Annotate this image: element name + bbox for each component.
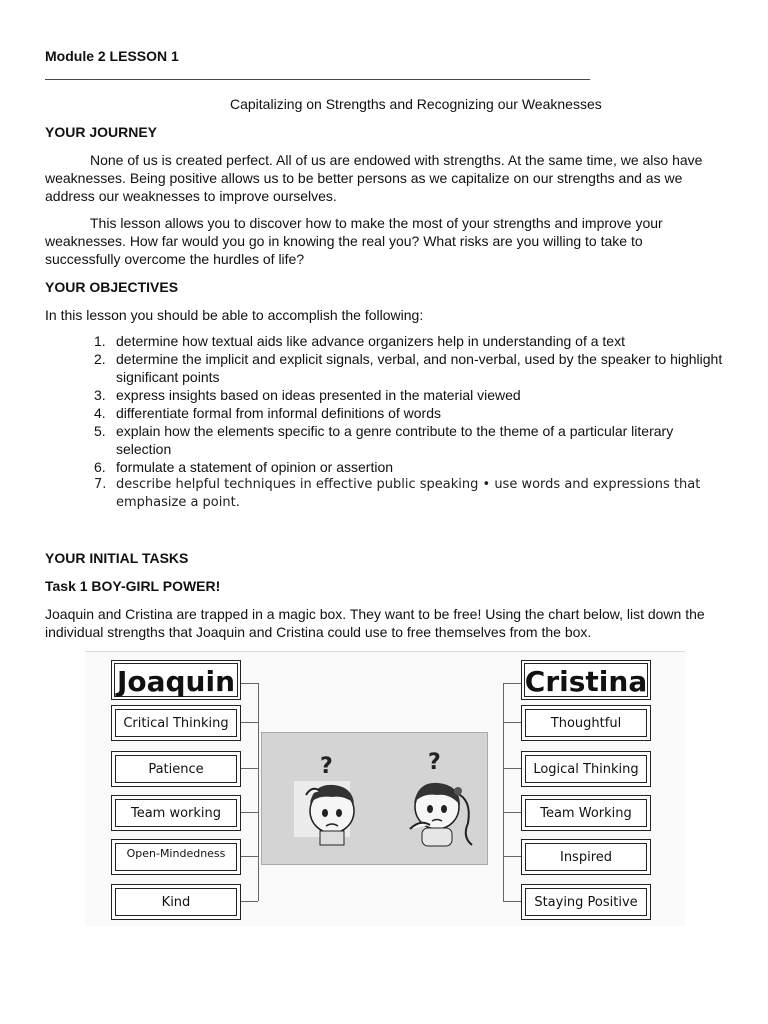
connector-line bbox=[240, 856, 258, 857]
connector-line bbox=[240, 901, 258, 902]
magic-box-illustration bbox=[261, 732, 488, 865]
objectives-intro: In this lesson you should be able to accomplish the following: bbox=[45, 307, 424, 323]
svg-text:?: ? bbox=[428, 750, 441, 775]
objective-item bbox=[85, 386, 725, 404]
connector-line bbox=[240, 768, 258, 769]
objective-text: differentiate formal from informal definitions of words bbox=[116, 405, 441, 421]
connector-line bbox=[503, 812, 521, 813]
joaquin-strength-box bbox=[111, 884, 241, 920]
objective-number: 4. bbox=[94, 405, 106, 421]
joaquin-name-box bbox=[111, 660, 241, 700]
task1-title: Task 1 BOY-GIRL POWER! bbox=[45, 578, 221, 594]
cristina-name-box bbox=[521, 660, 651, 700]
boy-girl-cartoon-icon bbox=[262, 733, 487, 864]
connector-line bbox=[503, 901, 521, 902]
cristina-name: Cristina bbox=[524, 665, 648, 698]
objective-item bbox=[85, 458, 725, 476]
joaquin-strength: Open-Mindedness bbox=[126, 847, 226, 860]
connector-line bbox=[240, 722, 258, 723]
objective-item bbox=[85, 422, 725, 458]
joaquin-strength: Critical Thinking bbox=[123, 716, 229, 731]
connector-line bbox=[503, 683, 521, 684]
joaquin-strength-box bbox=[111, 839, 241, 875]
objective-item bbox=[85, 476, 725, 512]
objective-number: 2. bbox=[94, 351, 106, 367]
cristina-strength: Logical Thinking bbox=[533, 762, 639, 777]
objective-number: 7. bbox=[94, 477, 107, 492]
objective-item bbox=[85, 350, 725, 386]
svg-text:?: ? bbox=[320, 754, 333, 779]
task1-instructions: Joaquin and Cristina are trapped in a magic box. They want to be free! Using the chart below, list down the individual strengths that Joaquin and Cristina could use to free themselves from the box. bbox=[45, 606, 705, 640]
joaquin-strength-box bbox=[111, 795, 241, 831]
connector-line bbox=[240, 812, 258, 813]
cristina-strength-box bbox=[521, 884, 651, 920]
cristina-strength-box bbox=[521, 705, 651, 741]
journey-paragraph-2 bbox=[45, 214, 720, 268]
joaquin-strength: Team working bbox=[130, 806, 222, 821]
objective-text: express insights based on ideas presented in the material viewed bbox=[116, 387, 521, 403]
objective-number: 6. bbox=[94, 459, 106, 475]
objective-number: 3. bbox=[94, 387, 106, 403]
cristina-strength: Thoughtful bbox=[550, 716, 622, 731]
module-title: Module 2 LESSON 1 bbox=[45, 48, 179, 64]
objective-number: 5. bbox=[94, 423, 106, 439]
cristina-strength: Team Working bbox=[540, 806, 632, 821]
title-rule: ______________________________________________________________________ bbox=[45, 64, 591, 80]
objective-text: determine the implicit and explicit signals, verbal, and non-verbal, used by the speaker to highlight significant points bbox=[116, 351, 723, 385]
cristina-strength: Staying Positive bbox=[534, 895, 638, 910]
girl-figure-icon bbox=[410, 783, 472, 846]
cristina-strength-box bbox=[521, 839, 651, 875]
journey-paragraph-1-text: None of us is created perfect. All of us are endowed with strengths. At the same time, we also have weaknesses. Being positive allows us to be better persons as we capitalize on our strengths and as we address our weaknesses to improve ourselves. bbox=[45, 152, 703, 204]
tasks-heading: YOUR INITIAL TASKS bbox=[45, 550, 189, 566]
cristina-strength-box bbox=[521, 751, 651, 787]
cristina-strength: Inspired bbox=[559, 850, 613, 865]
joaquin-strength-box bbox=[111, 705, 241, 741]
connector-line bbox=[503, 856, 521, 857]
objectives-list bbox=[85, 332, 725, 512]
objective-text: explain how the elements specific to a genre contribute to the theme of a particular literary selection bbox=[116, 423, 674, 457]
lesson-subtitle: Capitalizing on Strengths and Recognizing our Weaknesses bbox=[230, 96, 602, 112]
objective-text: describe helpful techniques in effective public speaking • use words and expressions that emphasize a point. bbox=[116, 477, 701, 510]
strengths-diagram bbox=[85, 651, 685, 926]
connector-line bbox=[241, 683, 259, 684]
objective-text: determine how textual aids like advance organizers help in understanding of a text bbox=[116, 333, 625, 349]
connector-line bbox=[503, 768, 521, 769]
joaquin-name: Joaquin bbox=[116, 665, 236, 698]
journey-paragraph-1 bbox=[45, 151, 720, 205]
cristina-strength-box bbox=[521, 795, 651, 831]
objective-item bbox=[85, 332, 725, 350]
joaquin-strength-box bbox=[111, 751, 241, 787]
objectives-heading: YOUR OBJECTIVES bbox=[45, 279, 179, 295]
connector-line bbox=[503, 722, 521, 723]
journey-paragraph-2-text: This lesson allows you to discover how to make the most of your strengths and improve your weaknesses. How far would you go in knowing the real you? What risks are you willing to take to successfully overcome the hurdles of life? bbox=[45, 215, 663, 267]
connector-line bbox=[503, 683, 504, 901]
connector-line bbox=[258, 683, 259, 901]
joaquin-strength: Kind bbox=[161, 895, 191, 910]
objective-item bbox=[85, 404, 725, 422]
objective-text: formulate a statement of opinion or assertion bbox=[116, 459, 394, 475]
objective-number: 1. bbox=[94, 333, 106, 349]
joaquin-strength: Patience bbox=[148, 762, 204, 777]
boy-figure-icon bbox=[294, 781, 354, 845]
journey-heading: YOUR JOURNEY bbox=[45, 124, 158, 140]
